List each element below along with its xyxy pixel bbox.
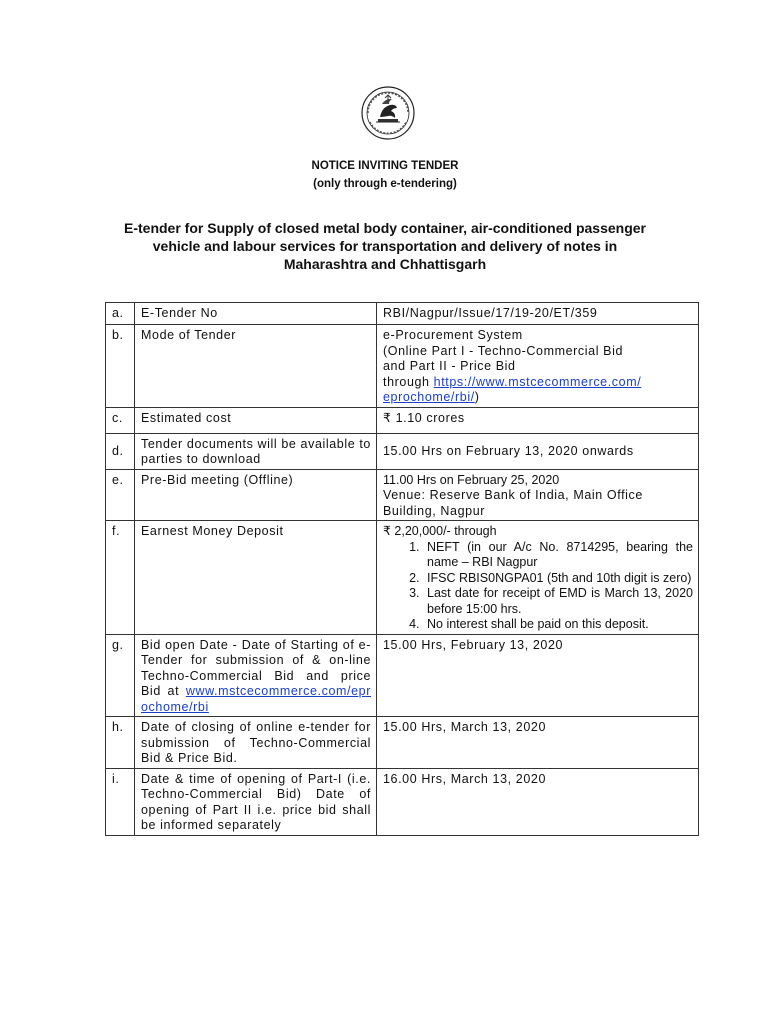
- row-label: Pre-Bid meeting (Offline): [135, 469, 377, 521]
- mode-line-1: e-Procurement System: [383, 328, 523, 342]
- row-label: Date of closing of online e-tender for submission of Techno-Commercial Bid & Price Bid.: [135, 717, 377, 769]
- closing-paren: ): [474, 390, 480, 404]
- row-value: 16.00 Hrs, March 13, 2020: [377, 768, 699, 835]
- table-row: [106, 717, 699, 769]
- rbi-emblem-logo: [358, 86, 418, 140]
- list-item: 4. No interest shall be paid on this deposit.: [423, 617, 693, 633]
- row-value: ₹ 1.10 crores: [377, 407, 699, 433]
- prebid-venue: Venue: Reserve Bank of India, Main Office Building, Nagpur: [383, 488, 643, 518]
- row-value: [377, 325, 699, 408]
- table-row: [106, 469, 699, 521]
- row-label: Estimated cost: [135, 407, 377, 433]
- table-row: [106, 433, 699, 469]
- row-value: [377, 469, 699, 521]
- mode-line-2: (Online Part I - Techno-Commercial Bid: [383, 343, 624, 358]
- document-title: [80, 219, 690, 273]
- notice-title: NOTICE INVITING TENDER: [311, 160, 459, 172]
- mstc-portal-link-continued[interactable]: eprochome/rbi/: [383, 390, 475, 404]
- bid-open-text: Bid open Date - Date of Starting of e-Tender for submission of & on-line Techno-Commercial Bid and price Bid at: [141, 637, 371, 698]
- row-label: Mode of Tender: [135, 325, 377, 408]
- table-row: [106, 634, 699, 717]
- row-index: h.: [106, 717, 135, 769]
- row-index: e.: [106, 469, 135, 521]
- row-index: b.: [106, 325, 135, 408]
- title-line-2: vehicle and labour services for transportation and delivery of notes in: [152, 238, 618, 254]
- row-value: 15.00 Hrs on February 13, 2020 onwards: [377, 433, 699, 469]
- notice-subtitle: (only through e-tendering): [313, 178, 457, 190]
- prebid-time: 11.00 Hrs on February 25, 2020: [383, 472, 560, 487]
- mode-line-5: [383, 390, 693, 406]
- table-row: [106, 768, 699, 835]
- table-row: [106, 407, 699, 433]
- mstc-rbi-link[interactable]: www.mstcecommerce.com/eprochome/rbi: [141, 684, 371, 714]
- table-row: [106, 303, 699, 325]
- row-value: 15.00 Hrs, February 13, 2020: [377, 634, 699, 717]
- emd-list: [383, 540, 693, 633]
- row-value: 15.00 Hrs, March 13, 2020: [377, 717, 699, 769]
- row-value: [377, 521, 699, 635]
- row-label: [135, 634, 377, 717]
- row-index: a.: [106, 303, 135, 325]
- row-label: E-Tender No: [135, 303, 377, 325]
- row-index: i.: [106, 768, 135, 835]
- list-item: 2. IFSC RBIS0NGPA01 (5th and 10th digit is zero): [423, 571, 693, 587]
- through-text: through: [383, 374, 434, 389]
- row-label: Earnest Money Deposit: [135, 521, 377, 635]
- row-value: RBI/Nagpur/Issue/17/19-20/ET/359: [377, 303, 699, 325]
- row-index: g.: [106, 634, 135, 717]
- row-index: c.: [106, 407, 135, 433]
- row-label: Tender documents will be available to parties to download: [135, 433, 377, 469]
- table-row: [106, 325, 699, 408]
- row-index: d.: [106, 433, 135, 469]
- row-label: Date & time of opening of Part-I (i.e. Techno-Commercial Bid) Date of opening of Part II i.e. price bid shall be informed separately: [135, 768, 377, 835]
- title-line-3: Maharashtra and Chhattisgarh: [283, 256, 487, 272]
- emd-amount: ₹ 2,20,000/- through: [383, 524, 497, 538]
- row-index: f.: [106, 521, 135, 635]
- list-item: 3. Last date for receipt of EMD is March 13, 2020 before 15:00 hrs.: [423, 586, 693, 617]
- mode-line-4: [383, 375, 693, 391]
- mode-line-3: and Part II - Price Bid: [383, 359, 516, 373]
- table-row: [106, 521, 699, 635]
- title-line-1: E-tender for Supply of closed metal body container, air-conditioned passenger: [124, 220, 646, 236]
- list-item: 1. NEFT (in our A/c No. 8714295, bearing the name – RBI Nagpur: [423, 540, 693, 571]
- mstc-portal-link[interactable]: https://www.mstcecommerce.com/: [433, 374, 642, 389]
- tender-details-table: [105, 302, 699, 836]
